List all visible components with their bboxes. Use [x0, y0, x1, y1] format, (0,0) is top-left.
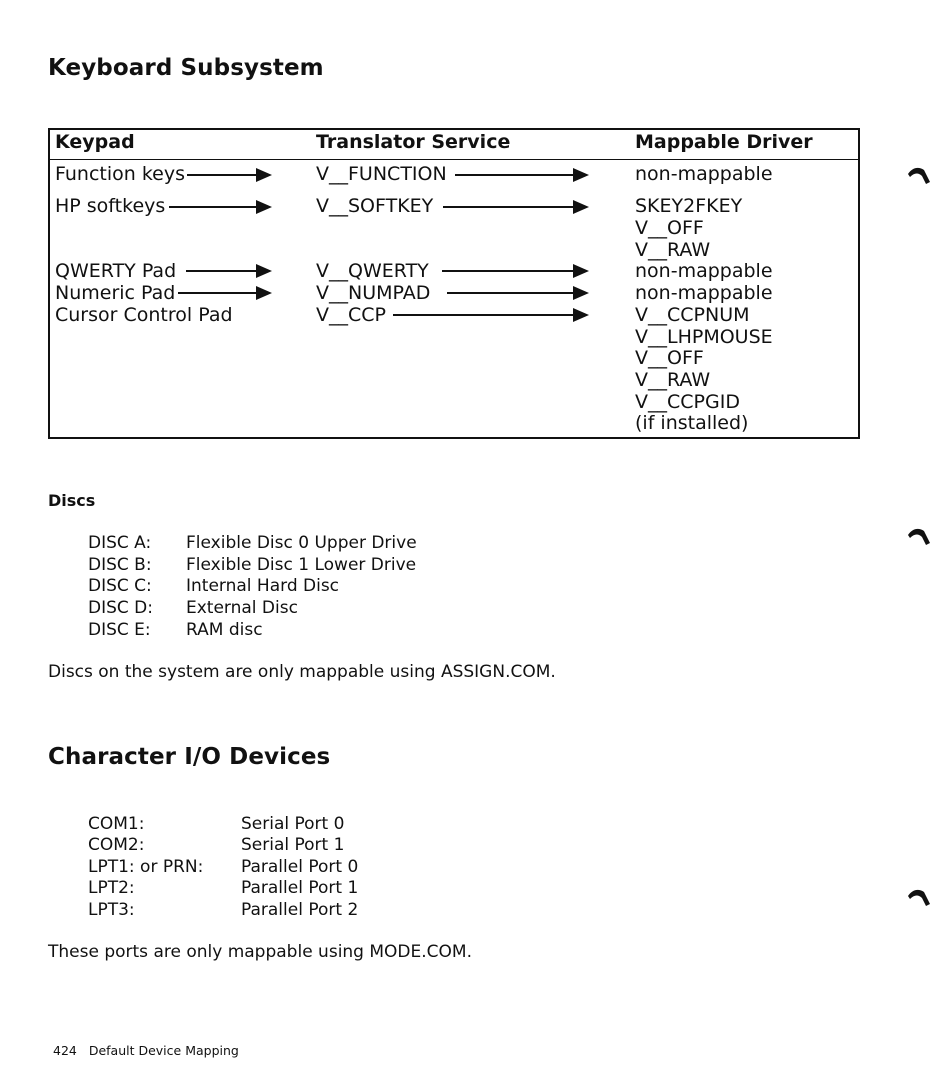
driver-ccp-v-raw: V__RAW	[635, 369, 711, 391]
list-item	[88, 576, 152, 596]
translator-v-function: V__FUNCTION	[316, 163, 447, 185]
translator-v-qwerty: V__QWERTY	[316, 260, 429, 282]
driver-softkey-v-off: V__OFF	[635, 217, 704, 239]
column-header-translator-service: Translator Service	[316, 131, 511, 153]
driver-qwerty-non-mappable: non-mappable	[635, 260, 773, 282]
column-header-keypad: Keypad	[55, 131, 135, 153]
device-description: Parallel Port 0	[241, 857, 359, 877]
device-label: LPT2:	[88, 878, 135, 898]
translator-v-numpad: V__NUMPAD	[316, 282, 431, 304]
list-item	[88, 533, 151, 553]
driver-v-lhpmouse: V__LHPMOUSE	[635, 326, 773, 348]
keypad-numeric-pad: Numeric Pad	[55, 282, 176, 304]
driver-skey2fkey: SKEY2FKEY	[635, 195, 743, 217]
list-item	[88, 900, 135, 920]
list-item	[88, 857, 203, 877]
disc-description: Flexible Disc 0 Upper Drive	[186, 533, 417, 553]
device-label: LPT3:	[88, 900, 135, 920]
driver-if-installed-note: (if installed)	[635, 412, 749, 434]
driver-function-non-mappable: non-mappable	[635, 163, 773, 185]
table-header-divider	[50, 159, 858, 160]
device-label: LPT1: or PRN:	[88, 857, 204, 877]
list-item	[88, 620, 151, 640]
discs-note: Discs on the system are only mappable using ASSIGN.COM.	[48, 662, 556, 682]
section-title-keyboard: Keyboard Subsystem	[48, 55, 324, 81]
section-title-character-io: Character I/O Devices	[48, 744, 331, 770]
keypad-hp-softkeys: HP softkeys	[55, 195, 166, 217]
ports-note: These ports are only mappable using MODE.COM.	[48, 942, 472, 962]
arrow-right-icon	[455, 168, 589, 182]
arrow-right-icon	[169, 200, 272, 214]
arrow-right-icon	[178, 286, 272, 300]
arrow-right-icon	[442, 264, 589, 278]
list-item	[88, 598, 153, 618]
arrow-right-icon	[447, 286, 589, 300]
disc-drive-label: DISC C:	[88, 576, 152, 596]
keypad-function-keys: Function keys	[55, 163, 186, 185]
arrow-right-icon	[443, 200, 589, 214]
driver-softkey-v-raw: V__RAW	[635, 239, 711, 261]
device-label: COM2:	[88, 835, 145, 855]
device-label: COM1:	[88, 814, 145, 834]
driver-ccp-v-off: V__OFF	[635, 347, 704, 369]
list-item	[88, 814, 144, 834]
arrow-right-icon	[187, 168, 272, 182]
binding-hole-mark-icon	[906, 523, 932, 549]
disc-drive-label: DISC A:	[88, 533, 152, 553]
device-description: Serial Port 1	[241, 835, 345, 855]
device-description: Parallel Port 1	[241, 878, 359, 898]
list-item	[88, 878, 135, 898]
keypad-qwerty-pad: QWERTY Pad	[55, 260, 177, 282]
driver-v-ccpgid: V__CCPGID	[635, 391, 740, 413]
arrow-right-icon	[393, 308, 589, 322]
disc-drive-label: DISC B:	[88, 555, 152, 575]
binding-hole-mark-icon	[906, 884, 932, 910]
section-title-discs: Discs	[48, 491, 96, 510]
disc-description: RAM disc	[186, 620, 263, 640]
page-footer	[53, 1043, 239, 1058]
disc-description: Flexible Disc 1 Lower Drive	[186, 555, 417, 575]
binding-hole-mark-icon	[906, 162, 932, 188]
disc-drive-label: DISC D:	[88, 598, 153, 618]
device-description: Parallel Port 2	[241, 900, 359, 920]
disc-drive-label: DISC E:	[88, 620, 151, 640]
list-item	[88, 555, 152, 575]
column-header-mappable-driver: Mappable Driver	[635, 131, 813, 153]
list-item	[88, 835, 144, 855]
driver-v-ccpnum: V__CCPNUM	[635, 304, 750, 326]
keypad-cursor-control-pad: Cursor Control Pad	[55, 304, 233, 326]
disc-description: External Disc	[186, 598, 298, 618]
disc-description: Internal Hard Disc	[186, 576, 340, 596]
arrow-right-icon	[186, 264, 272, 278]
page-number: 424	[53, 1043, 77, 1058]
driver-numpad-non-mappable: non-mappable	[635, 282, 773, 304]
device-description: Serial Port 0	[241, 814, 345, 834]
translator-v-softkey: V__SOFTKEY	[316, 195, 434, 217]
translator-v-ccp: V__CCP	[316, 304, 386, 326]
running-title: Default Device Mapping	[88, 1043, 239, 1058]
